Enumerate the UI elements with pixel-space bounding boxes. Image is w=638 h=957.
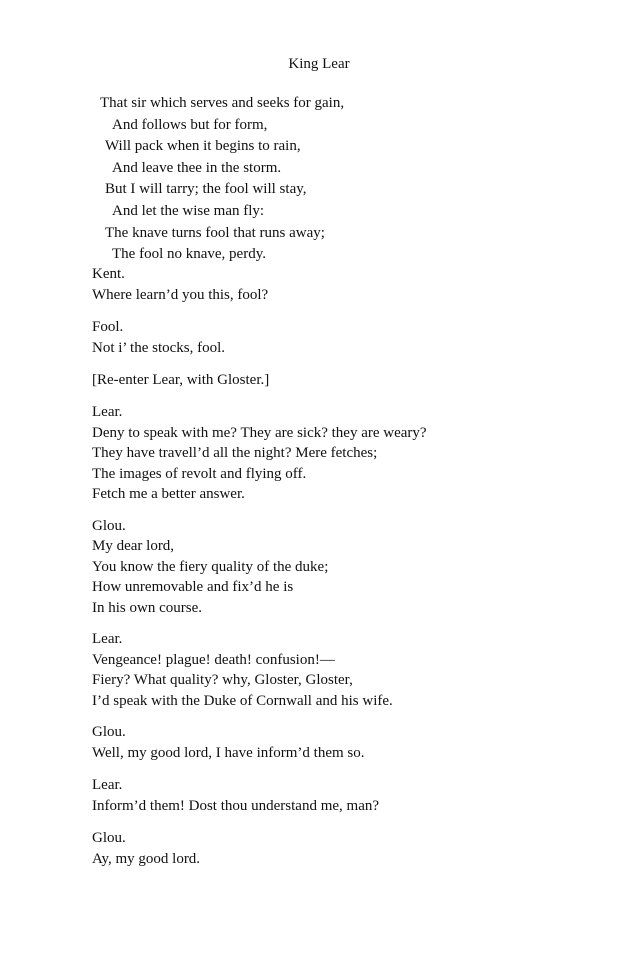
speaker-name: Glou. [92,830,126,846]
speech-line: Deny to speak with me? They are sick? they are weary? [92,424,427,441]
song-line: That sir which serves and seeks for gain, [100,95,345,111]
speaker-name: Glou. [92,724,126,740]
speech-line: My dear lord, [92,538,175,554]
speech-line: Fetch me a better answer. [92,486,245,502]
speech-block [92,828,612,870]
speech-line: In his own course. [92,599,202,616]
speech-block [92,722,612,764]
speech-block [92,516,612,619]
running-header: King Lear [288,56,350,72]
speaker-name: Lear. [92,631,123,647]
song-line: The knave turns fool that runs away; [105,224,325,241]
speech-line: How unremovable and fix’d he is [92,579,294,595]
speech-line: I’d speak with the Duke of Cornwall and his wife. [92,692,393,709]
speech-line: The images of revolt and flying off. [92,465,307,482]
speech-line: Ay, my good lord. [92,851,201,867]
speech-line: You know the fiery quality of the duke; [92,558,329,575]
speaker-name: Lear. [92,404,123,420]
speaker-name: Lear. [92,777,123,793]
stage-direction-block [92,370,612,391]
speaker-name: Fool. [92,319,124,335]
speech-line: Fiery? What quality? why, Gloster, Gloster, [92,672,353,688]
speech-block [92,629,612,711]
song-line: But I will tarry; the fool will stay, [105,181,307,198]
speech-line: Inform’d them! Dost thou understand me, man? [92,798,380,814]
song-line: And let the wise man fly: [112,202,265,219]
speaker-name: Kent. [92,266,125,282]
speech-block [92,317,612,359]
song-line: The fool no knave, perdy. [112,246,266,263]
speech-block [92,402,612,505]
song-line: Will pack when it begins to rain, [105,138,301,155]
stage-direction: [Re-enter Lear, with Gloster.] [92,372,270,388]
dialogue-section [92,264,612,881]
speaker-name: Glou. [92,517,126,534]
speech-line: Not i’ the stocks, fool. [92,340,226,356]
speech-line: They have travell’d all the night? Mere fetches; [92,445,378,461]
speech-block [92,775,612,817]
speech-block [92,264,612,306]
song-verse [100,93,344,266]
speech-line: Well, my good lord, I have inform’d them so. [92,745,365,761]
song-line: And follows but for form, [112,116,268,133]
song-line: And leave thee in the storm. [112,159,282,176]
speech-line: Vengeance! plague! death! confusion!— [92,651,335,668]
speech-line: Where learn’d you this, fool? [92,287,269,303]
